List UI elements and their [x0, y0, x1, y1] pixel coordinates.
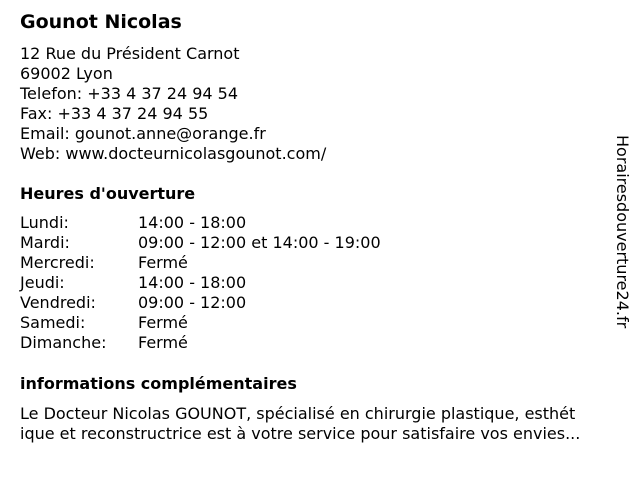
day-label: Vendredi: — [20, 293, 96, 312]
day-hours: Fermé — [138, 313, 188, 332]
day-hours: 09:00 - 12:00 et 14:00 - 19:00 — [138, 233, 381, 252]
fax-number: Fax: +33 4 37 24 94 55 — [20, 104, 209, 123]
day-label: Dimanche: — [20, 333, 107, 352]
day-hours: Fermé — [138, 253, 188, 272]
additional-info-heading: informations complémentaires — [20, 374, 297, 393]
day-label: Jeudi: — [20, 273, 65, 292]
opening-hours-heading: Heures d'ouverture — [20, 184, 196, 203]
day-label: Samedi: — [20, 313, 86, 332]
info-line: Le Docteur Nicolas GOUNOT, spécialisé en chirurgie plastique, esthét — [20, 404, 576, 423]
additional-info-text — [20, 404, 620, 444]
info-line: ique et reconstructrice est à votre service pour satisfaire vos envies... — [20, 424, 581, 443]
watermark-text: Horairesdouverture24.fr — [613, 135, 632, 329]
doctor-name: Gounot Nicolas — [20, 11, 182, 33]
day-hours: Fermé — [138, 333, 188, 352]
day-label: Mercredi: — [20, 253, 95, 272]
website: Web: www.docteurnicolasgounot.com/ — [20, 144, 327, 163]
day-hours: 09:00 - 12:00 — [138, 293, 247, 312]
day-hours: 14:00 - 18:00 — [138, 273, 247, 292]
site-watermark — [611, 135, 633, 343]
address-city: 69002 Lyon — [20, 64, 113, 83]
day-label: Lundi: — [20, 213, 69, 232]
phone-number: Telefon: +33 4 37 24 94 54 — [20, 84, 239, 103]
contact-block — [20, 44, 326, 164]
day-label: Mardi: — [20, 233, 70, 252]
day-hours: 14:00 - 18:00 — [138, 213, 247, 232]
email-address: Email: gounot.anne@orange.fr — [20, 124, 266, 143]
address-street: 12 Rue du Président Carnot — [20, 44, 240, 63]
